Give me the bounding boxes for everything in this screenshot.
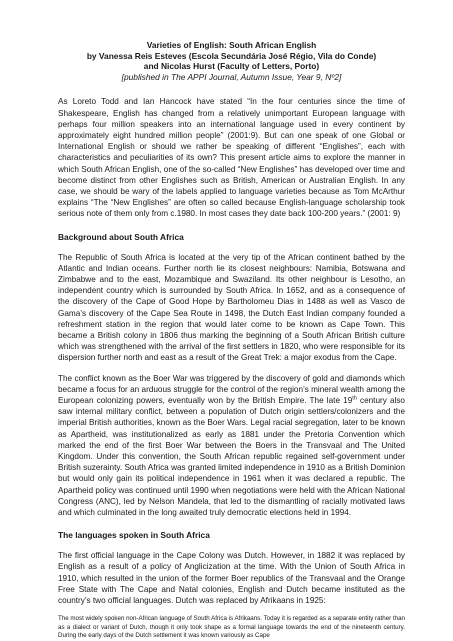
languages-heading: The languages spoken in South Africa <box>58 530 210 541</box>
footnote <box>58 615 405 641</box>
publication-note: [published in The APPI Journal, Autumn Issue, Year 9, Nº2] <box>121 71 342 82</box>
title-block <box>58 40 405 82</box>
intro-paragraph: As Loreto Todd and Ian Hancock have stated “In the four centuries since the time of Shakespeare, English has changed from a relatively unimportant European language with perhaps four million speakers into an international language used in every continent by approximately eight hundred million people” (2001:9). But can one speak of one Global or International English or should we rather be speaking of different “Englishes”, each with characteristics and peculiarities of its own? This present article aims to explore the manner in which South African English, one of the so-called “New Englishes” has developed over time and become distinct from other Englishes such as British, American or Australian English. In any case, we should be wary of the labels applied to language varieties because as Tom McArthur explains “The “New Englishes” are often so called because English-language scholarship took serious note of them only from c.1980. In most cases they date back 100-200 years.” (2001: 9) <box>58 97 405 219</box>
authors-line-1: by Vanessa Reis Esteves (Escola Secundária José Régio, Vila do Conde) <box>86 50 377 61</box>
authors-line-2: and Nicolas Hurst (Faculty of Letters, Porto) <box>143 61 320 72</box>
footnote-text: The most widely spoken non-African language of South Africa is Afrikaans. Today it is regarded as a separate entity rather than as a dialect or variant of Dutch, though it only took shape as a formal language towards the end of the nineteenth century. During the early days of the Dutch settlement it was known variously as Cape <box>58 615 405 640</box>
paragraph-2-start: The conflict known as the Boer War was triggered by the discovery of gold and diamonds which became a focus for an arduous struggle for the control of the region’s mineral wealth among the European colonizing powers, eventually won by the British Empire. The late 19 <box>58 373 405 406</box>
background-heading: Background about South Africa <box>58 231 184 242</box>
article-title: Varieties of English: South African English <box>146 40 317 50</box>
paragraph-2-rest: century also saw internal military conflict, between a population of Dutch origin settlers/colonizers and the imperial British authorities, known as the Boer Wars. Legal racial segregation, later to be known as Apartheid, was institutionalized as early as 1881 under the Pretoria Convention which marked the end of the first Boer War between the Boers in the Transvaal and The United Kingdom. Under this convention, the South African republic regained self-government under British suzerainty. South Africa was granted limited independence in 1910 as a British Dominion but would only gain its political independence in 1961 when it was declared a republic. The Apartheid policy was continued until 1990 when negotiations were held with the African National Congress (ANC), led by Nelson Mandela, that led to the dismantling of racially motivated laws and which culminated in the long awaited truly democratic elections held in 1994. <box>58 396 405 518</box>
background-paragraph-1: The Republic of South Africa is located at the very tip of the African continent bathed by the Atlantic and Indian oceans. Further north lie its closest neighbours: Namibia, Botswana and Zimbabwe and to the east, Mozambique and Swaziland. Its other neighbour is Lesotho, an independent country which is surrounded by South Africa. In 1652, and as a consequence of the discovery of the Cape of Good Hope by Bartholomeu Dias in 1488 as well as Vasco de Gama’s discovery of the Cape Sea Route in 1498, the Dutch East Indian company founded a refreshment station in the region that would later come to be known as Cape Town. This became a British colony in 1806 thus marking the beginning of a South African British culture which was strengthened with the arrival of the first settlers in 1820, who were responsible for its dispersion further north and east as a result of the Great Trek: a major exodus from the Cape. <box>58 252 405 363</box>
languages-paragraph: The first official language in the Cape Colony was Dutch. However, in 1882 it was replaced by English as a result of a policy of Anglicization at the time. With the Union of South Africa in 1910, which resulted in the union of the former Boer republics of the Transvaal and the Orange Free State with The Cape and Natal colonies, English and Dutch became instituted as the country’s two official languages. Dutch was replaced by Afrikaans in 1925: <box>58 551 405 606</box>
ordinal-superscript: th <box>352 395 357 402</box>
background-paragraph-2 <box>58 373 405 519</box>
